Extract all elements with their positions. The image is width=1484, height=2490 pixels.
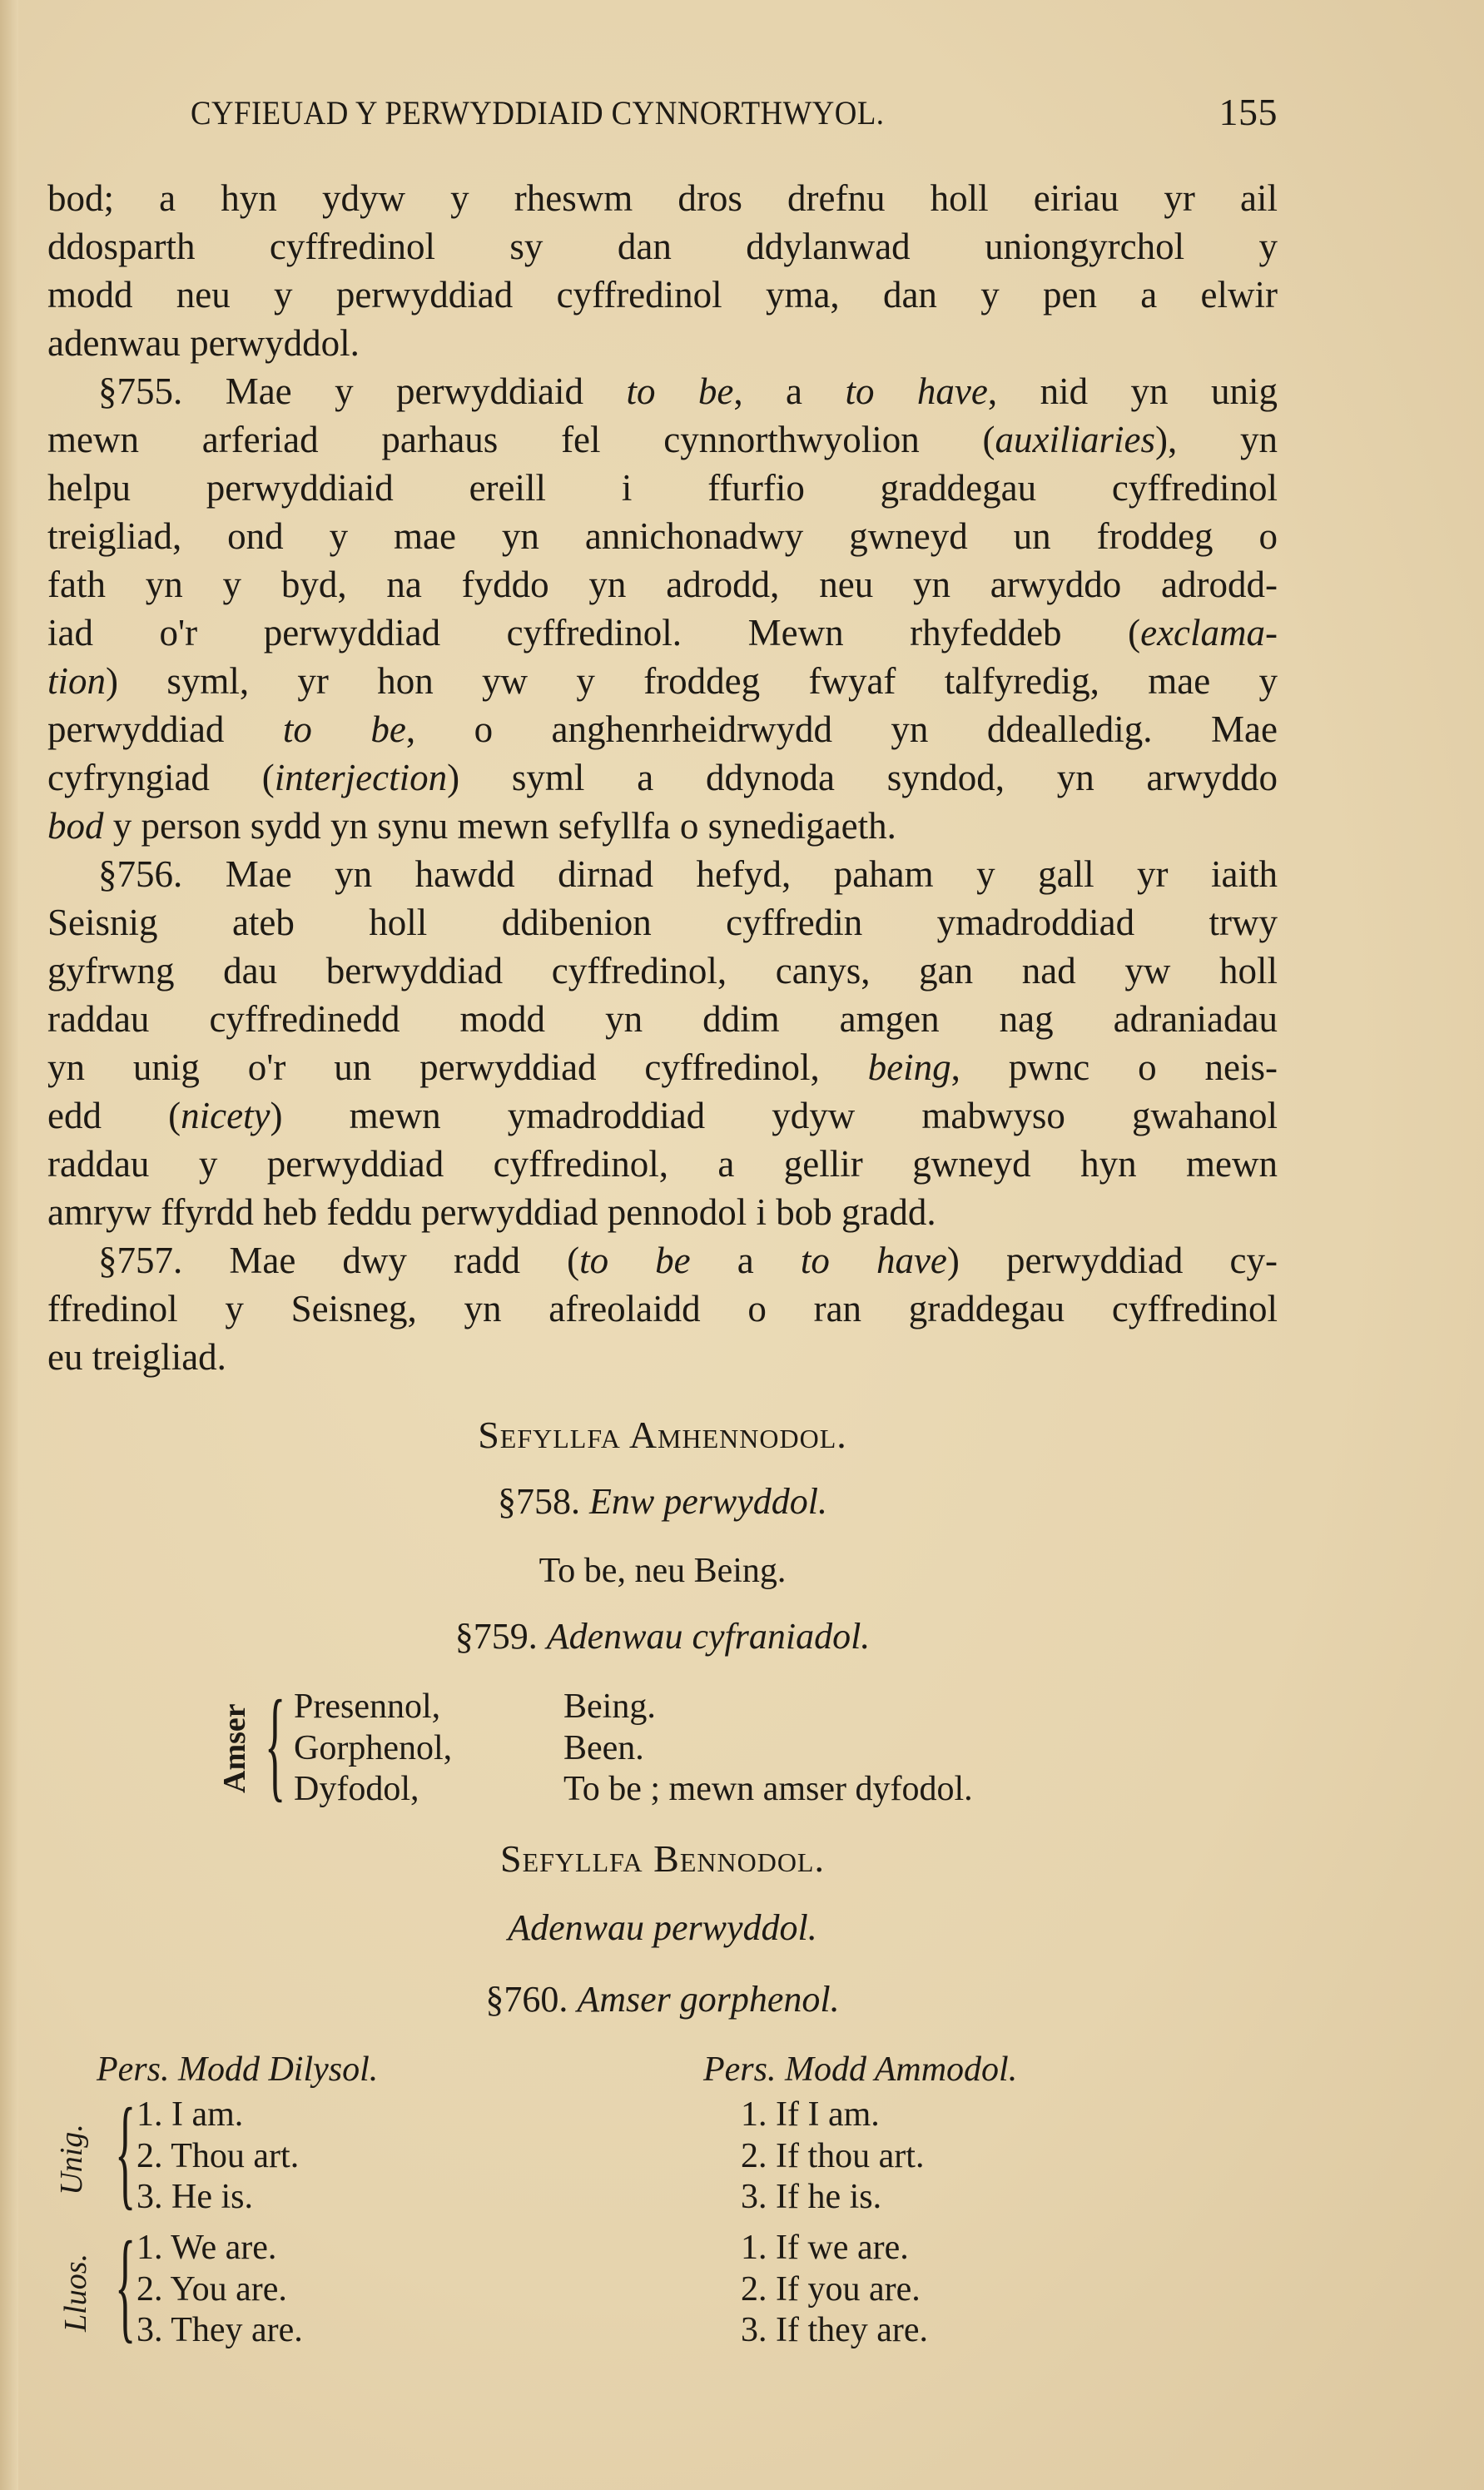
brace-icon: { [115,2083,136,2221]
text-line [47,512,1278,560]
indicative-form: 3. They are. [136,2311,303,2349]
text-line [47,1333,1278,1381]
heading-sefyllfa-bennodol: Sefyllfa Bennodol. [500,1837,825,1880]
conditional-form: 3. If they are. [741,2311,929,2349]
text-run: a [690,1240,801,1281]
body-text [47,174,1278,1381]
text-run: iad o'r perwyddiad cyffredinol. Mewn rhyfeddeb ( [47,612,1141,654]
page-number: 155 [1218,91,1278,133]
italic-text-run: tion [47,660,107,702]
section-title: Enw perwyddol. [589,1481,827,1522]
tense-name: Gorphenol, [294,1729,453,1767]
text-line [47,222,1278,271]
text-run: ), yn [1154,419,1278,460]
text-run: mewn arferiad parhaus fel cynnorthwyolion ( [47,419,995,460]
text-run: amryw ffyrdd heb feddu perwyddiad pennodol i bob gradd. [47,1191,936,1233]
conditional-form: 3. If he is. [741,2178,882,2216]
section-759 [47,1615,1278,1658]
text-line [47,850,1278,898]
text-line [47,705,1278,753]
indicative-form: 2. Thou art. [136,2137,300,2175]
text-run: perwyddiad [47,708,283,750]
conditional-form: 2. If you are. [741,2270,921,2309]
section-title: Amser gorphenol. [577,1979,840,2020]
text-run: yn unig o'r un perwyddiad cyffredinol, [47,1046,868,1088]
text-line [47,415,1278,464]
text-line [47,657,1278,705]
text-line [47,1236,1278,1285]
text-run: Seisnig ateb holl ddibenion cyffredin ymadroddiad trwy [47,902,1278,943]
tense-name: Dyfodol, [294,1770,419,1808]
italic-text-run: to be [579,1240,691,1281]
text-line [47,319,1278,367]
text-run: , o anghenrheidrwydd yn ddealledig. Mae [405,708,1278,750]
right-column-header: Pers. Modd Ammodol. [703,2050,1018,2089]
italic-text-run: nicety [181,1095,270,1136]
italic-text-run: auxiliaries [995,419,1155,460]
text-line [47,174,1278,222]
text-line [47,464,1278,512]
text-run: gyfrwng dau berwyddiad cyffredinol, canys, gan nad yw holl [47,950,1278,992]
text-line [47,947,1278,995]
italic-text-run: being [867,1046,951,1088]
text-run: ) syml a ddynoda syndod, yn arwyddo [447,757,1278,798]
text-run: ) perwyddiad cy- [946,1240,1278,1281]
text-line [47,609,1278,657]
text-line [47,271,1278,319]
section-number: §759. [454,1616,538,1657]
text-run: raddau cyffredinedd modd yn ddim amgen nag adraniadau [47,998,1278,1040]
section-number: §760. [485,1979,568,2020]
italic-text-run: to be [282,708,406,750]
text-line [47,1091,1278,1140]
text-run: fath yn y byd, na fyddo yn adrodd, neu yn arwyddo adrodd- [47,564,1278,605]
subheading-adenwau-perwyddol: Adenwau perwyddol. [508,1907,817,1948]
text-line [47,367,1278,415]
text-run: ) syml, yr hon yw y froddeg fwyaf talfyredig, mae y [106,660,1278,702]
text-line [47,1140,1278,1188]
section-title: Adenwau cyfraniadol. [546,1616,871,1657]
running-head-title: CYFIEUAD Y PERWYDDIAID CYNNORTHWYOL. [191,94,885,132]
italic-text-run: to be [626,370,734,412]
section-758 [47,1480,1278,1523]
section-758-text: To be, neu Being. [539,1552,787,1590]
text-run: cyfryngiad ( [47,757,275,798]
brace-icon: { [115,2216,136,2354]
text-run: adenwau perwyddol. [47,322,360,364]
page-edge-shadow [0,0,18,2490]
section-760 [47,1978,1278,2020]
text-run: eu treigliad. [47,1336,226,1378]
heading-sefyllfa-amhennodol: Sefyllfa Amhennodol. [478,1414,847,1456]
section-number: §758. [498,1481,580,1522]
indicative-form: 1. I am. [136,2095,244,2134]
tense-form: To be ; mewn amser dyfodol. [563,1770,973,1808]
text-run: ddosparth cyffredinol sy dan ddylanwad uniongyrchol y [47,226,1278,267]
indicative-form: 2. You are. [136,2270,287,2309]
tense-form: Been. [563,1729,644,1767]
text-line [47,1285,1278,1333]
plural-label: Lluos. [58,2254,93,2332]
italic-text-run: interjection [274,757,448,798]
indicative-form: 1. We are. [136,2229,277,2267]
tense-form: Being. [563,1687,656,1726]
text-run: , nid yn unig [987,370,1278,412]
italic-text-run: exclama- [1140,612,1278,654]
text-run: §755. Mae y perwyddiaid [98,370,627,412]
italic-text-run: to have [800,1240,947,1281]
text-run: , a [733,370,846,412]
text-run: treigliad, ond y mae yn annichonadwy gwneyd un froddeg o [47,515,1278,557]
italic-text-run: bod [47,805,104,847]
left-column-header: Pers. Modd Dilysol. [97,2050,379,2089]
text-run: , pwnc o neis- [950,1046,1278,1088]
text-run: edd ( [47,1095,181,1136]
conditional-form: 1. If we are. [741,2229,909,2267]
brace-icon: { [265,1675,286,1813]
conditional-form: 2. If thou art. [741,2137,925,2175]
conditional-form: 1. If I am. [741,2095,880,2134]
text-run: bod; a hyn ydyw y rheswm dros drefnu holl eiriau yr ail [47,177,1278,219]
text-run: §757. Mae dwy radd ( [98,1240,580,1281]
text-run: ffredinol y Seisneg, yn afreolaidd o ran graddegau cyffredinol [47,1288,1278,1329]
italic-text-run: to have [845,370,988,412]
text-run: raddau y perwyddiad cyffredinol, a gellir gwneyd hyn mewn [47,1143,1278,1185]
amser-label: Amser [217,1703,252,1793]
singular-label: Unig. [54,2124,89,2195]
text-run: y person sydd yn synu mewn sefyllfa o synedigaeth. [103,805,896,847]
text-line [47,1188,1278,1236]
text-line [47,753,1278,802]
tense-name: Presennol, [294,1687,441,1726]
text-run: ) mewn ymadroddiad ydyw mabwyso gwahanol [270,1095,1278,1136]
text-run: helpu perwyddiaid ereill i ffurfio graddegau cyffredinol [47,467,1278,509]
text-line [47,1043,1278,1091]
text-line [47,995,1278,1043]
indicative-form: 3. He is. [136,2178,253,2216]
text-run: §756. Mae yn hawdd dirnad hefyd, paham y gall yr iaith [98,853,1278,895]
text-line [47,898,1278,947]
text-run: modd neu y perwyddiad cyffredinol yma, dan y pen a elwir [47,274,1278,316]
text-line [47,560,1278,609]
text-line [47,802,1278,850]
